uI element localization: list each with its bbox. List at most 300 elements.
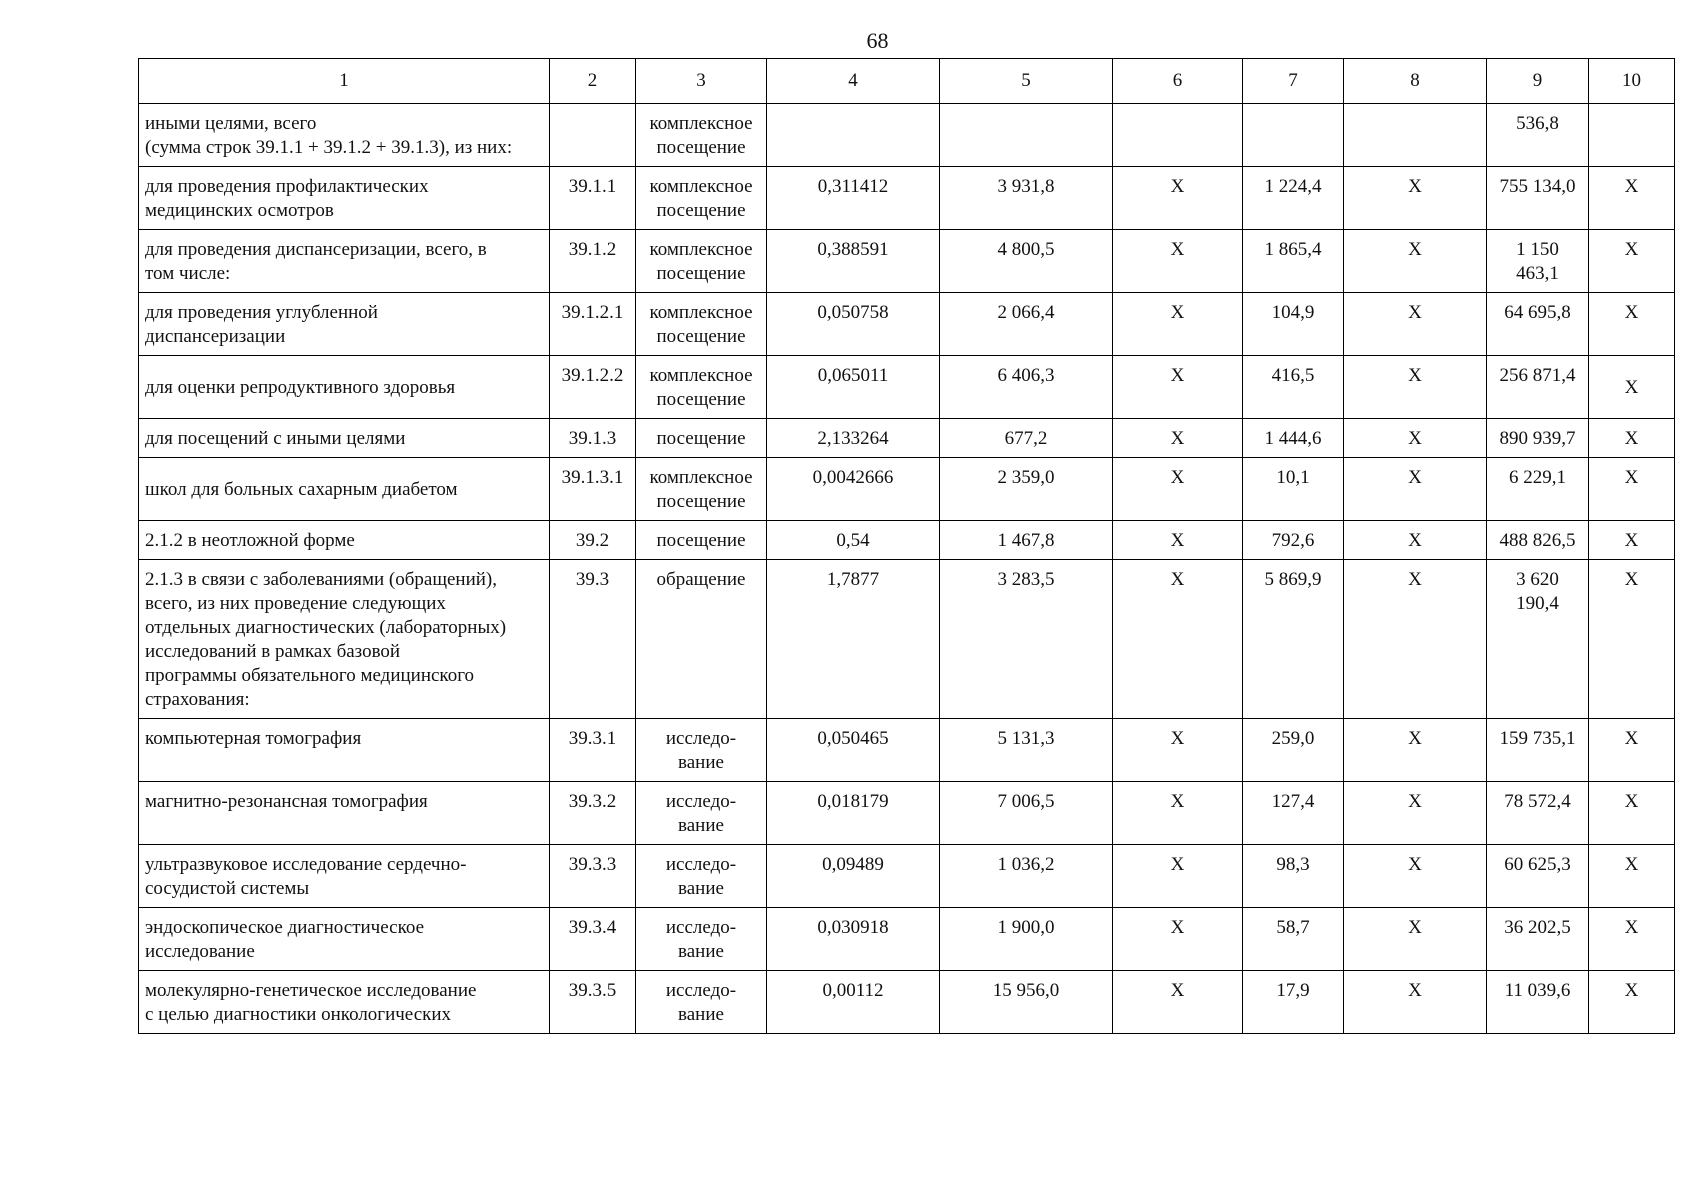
col10-cell — [1589, 356, 1675, 419]
cell-text: 0,311412 — [817, 176, 889, 197]
col10-cell — [1589, 971, 1675, 1034]
table-row — [139, 356, 1675, 419]
cell-text: для проведения углубленной диспансеризации — [145, 302, 378, 347]
cell-text: исследо- вание — [665, 728, 737, 773]
cell-text: для проведения профилактических медицинских осмотров — [145, 176, 429, 221]
cell-text: для оценки репродуктивного здоровья — [145, 377, 456, 398]
unit-cell — [636, 230, 767, 293]
cell-text: 78 572,4 — [1504, 791, 1571, 812]
cell-text: X — [1408, 239, 1422, 260]
cell-text: X — [1408, 791, 1422, 812]
cell-text: 0,0042666 — [812, 467, 894, 488]
header-cell: 3 — [636, 59, 767, 104]
col6-cell — [1113, 356, 1243, 419]
cell-text: X — [1408, 365, 1422, 386]
cell-text: 39.1.2.2 — [561, 365, 624, 386]
cell-text: X — [1170, 530, 1185, 551]
cell-text: иными целями, всего (сумма строк 39.1.1 + 39.1.2 + 39.1.3), из них: — [145, 113, 513, 158]
col4-cell — [767, 230, 940, 293]
col6-cell — [1113, 419, 1243, 458]
col9-cell — [1487, 719, 1589, 782]
cell-text: 127,4 — [1271, 791, 1315, 812]
row-code-cell — [550, 458, 636, 521]
cell-text: 0,09489 — [822, 854, 884, 875]
col5-cell — [940, 782, 1113, 845]
row-name-cell — [139, 782, 550, 845]
cell-text: 39.1.1 — [568, 176, 617, 197]
col8-cell — [1344, 560, 1487, 719]
col5-cell — [940, 845, 1113, 908]
col9-cell — [1487, 356, 1589, 419]
cell-text: X — [1408, 467, 1422, 488]
col9-cell — [1487, 167, 1589, 230]
row-name-cell — [139, 167, 550, 230]
cell-text: комплексное посещение — [649, 239, 753, 284]
col10-cell — [1589, 719, 1675, 782]
cell-text: 39.2 — [575, 530, 610, 551]
col9-cell — [1487, 782, 1589, 845]
col6-cell — [1113, 230, 1243, 293]
cell-text: X — [1408, 980, 1422, 1001]
row-name-cell — [139, 560, 550, 719]
table-row — [139, 908, 1675, 971]
cell-text: комплексное посещение — [649, 467, 753, 512]
cell-text: 104,9 — [1271, 302, 1315, 323]
col10-cell — [1589, 458, 1675, 521]
document-table — [138, 58, 1675, 1034]
cell-text: 0,030918 — [817, 917, 889, 938]
cell-text: 1 900,0 — [997, 917, 1055, 938]
cell-text: X — [1624, 728, 1639, 749]
col7-cell — [1243, 458, 1344, 521]
cell-text: 39.3.4 — [568, 917, 617, 938]
cell-text: 677,2 — [1004, 428, 1048, 449]
cell-text: 15 956,0 — [992, 980, 1060, 1001]
cell-text: X — [1624, 854, 1639, 875]
col9-cell — [1487, 971, 1589, 1034]
cell-text: X — [1624, 428, 1639, 449]
cell-text: компьютерная томография — [145, 728, 362, 749]
cell-text: комплексное посещение — [649, 176, 753, 221]
row-code-cell — [550, 908, 636, 971]
table-row — [139, 521, 1675, 560]
cell-text: 58,7 — [1276, 917, 1310, 938]
unit-cell — [636, 104, 767, 167]
col7-cell — [1243, 845, 1344, 908]
col6-cell — [1113, 719, 1243, 782]
cell-text: комплексное посещение — [649, 365, 753, 410]
cell-text: 1 865,4 — [1264, 239, 1322, 260]
cell-text: магнитно-резонансная томография — [145, 791, 428, 812]
row-code-cell — [550, 419, 636, 458]
col10-cell — [1589, 560, 1675, 719]
table-body — [139, 59, 1675, 1034]
col9-cell — [1487, 104, 1589, 167]
col5-cell — [940, 458, 1113, 521]
cell-text: исследо- вание — [665, 854, 737, 899]
col6-cell — [1113, 293, 1243, 356]
col6-cell — [1113, 521, 1243, 560]
col5-cell — [940, 908, 1113, 971]
table-row — [139, 782, 1675, 845]
cell-text: X — [1408, 917, 1422, 938]
col8-cell — [1344, 356, 1487, 419]
cell-text: 890 939,7 — [1499, 428, 1576, 449]
cell-text: X — [1408, 302, 1422, 323]
cell-text: 259,0 — [1271, 728, 1315, 749]
col7-cell — [1243, 719, 1344, 782]
header-cell: 10 — [1589, 59, 1675, 104]
table-row — [139, 845, 1675, 908]
col7-cell — [1243, 560, 1344, 719]
header-cell: 7 — [1243, 59, 1344, 104]
cell-text: посещение — [656, 530, 746, 551]
cell-text: 1,7877 — [826, 569, 880, 590]
unit-cell — [636, 719, 767, 782]
col8-cell — [1344, 458, 1487, 521]
cell-text: X — [1624, 530, 1639, 551]
cell-text: 488 826,5 — [1499, 530, 1576, 551]
cell-text: 10,1 — [1276, 467, 1310, 488]
cell-text: 0,54 — [836, 530, 870, 551]
cell-text: 416,5 — [1271, 365, 1315, 386]
col8-cell — [1344, 908, 1487, 971]
cell-text: 64 695,8 — [1504, 302, 1571, 323]
header-cell: 1 — [139, 59, 550, 104]
row-name-cell — [139, 971, 550, 1034]
row-name-cell — [139, 719, 550, 782]
cell-text: X — [1624, 569, 1639, 590]
cell-text: 1 150 463,1 — [1516, 239, 1559, 284]
cell-text: 536,8 — [1516, 113, 1559, 134]
col5-cell — [940, 230, 1113, 293]
cell-text: 256 871,4 — [1499, 365, 1576, 386]
cell-text: X — [1170, 728, 1185, 749]
col5-cell — [940, 560, 1113, 719]
header-cell: 8 — [1344, 59, 1487, 104]
cell-text: X — [1170, 467, 1185, 488]
table-row — [139, 419, 1675, 458]
cell-text: молекулярно-генетическое исследование с целью диагностики онкологических — [145, 980, 477, 1025]
cell-text: X — [1170, 791, 1185, 812]
cell-text: исследо- вание — [665, 980, 737, 1025]
col5-cell — [940, 167, 1113, 230]
cell-text: X — [1170, 854, 1185, 875]
cell-text: X — [1170, 917, 1185, 938]
table-row — [139, 719, 1675, 782]
row-code-cell — [550, 560, 636, 719]
cell-text: 39.1.2 — [568, 239, 617, 260]
table-row — [139, 167, 1675, 230]
col6-cell — [1113, 167, 1243, 230]
col10-cell — [1589, 293, 1675, 356]
col9-cell — [1487, 908, 1589, 971]
col4-cell — [767, 560, 940, 719]
cell-text: 39.1.3.1 — [561, 467, 624, 488]
row-code-cell — [550, 719, 636, 782]
header-cell: 6 — [1113, 59, 1243, 104]
cell-text: 159 735,1 — [1499, 728, 1576, 749]
cell-text: X — [1624, 467, 1639, 488]
cell-text: 6 229,1 — [1509, 467, 1566, 488]
row-name-cell — [139, 908, 550, 971]
cell-text: X — [1170, 176, 1185, 197]
col6-cell — [1113, 458, 1243, 521]
unit-cell — [636, 908, 767, 971]
table-row — [139, 458, 1675, 521]
col6-cell — [1113, 782, 1243, 845]
col10-cell — [1589, 782, 1675, 845]
cell-text: 2.1.2 в неотложной форме — [145, 530, 355, 551]
cell-text: 0,018179 — [817, 791, 889, 812]
cell-text: 39.1.3 — [568, 428, 617, 449]
col6-cell — [1113, 104, 1243, 167]
row-name-cell — [139, 458, 550, 521]
col10-cell — [1589, 230, 1675, 293]
cell-text: X — [1408, 176, 1422, 197]
col5-cell — [940, 971, 1113, 1034]
table-row — [139, 971, 1675, 1034]
col7-cell — [1243, 971, 1344, 1034]
unit-cell — [636, 419, 767, 458]
row-code-cell — [550, 521, 636, 560]
col8-cell — [1344, 230, 1487, 293]
col8-cell — [1344, 521, 1487, 560]
cell-text: X — [1408, 569, 1422, 590]
header-cell: 9 — [1487, 59, 1589, 104]
row-code-cell — [550, 293, 636, 356]
cell-text: X — [1624, 791, 1639, 812]
col6-cell — [1113, 971, 1243, 1034]
col9-cell — [1487, 521, 1589, 560]
cell-text: X — [1170, 239, 1185, 260]
cell-text: 5 869,9 — [1264, 569, 1322, 590]
cell-text: X — [1624, 239, 1639, 260]
col9-cell — [1487, 419, 1589, 458]
col7-cell — [1243, 230, 1344, 293]
unit-cell — [636, 458, 767, 521]
cell-text: 36 202,5 — [1504, 917, 1571, 938]
col8-cell — [1344, 167, 1487, 230]
unit-cell — [636, 293, 767, 356]
col4-cell — [767, 104, 940, 167]
col4-cell — [767, 971, 940, 1034]
row-name-cell — [139, 230, 550, 293]
col9-cell — [1487, 293, 1589, 356]
col7-cell — [1243, 104, 1344, 167]
cell-text: X — [1624, 377, 1639, 398]
cell-text: 755 134,0 — [1499, 176, 1576, 197]
row-name-cell — [139, 356, 550, 419]
cell-text: ультразвуковое исследование сердечно- сосудистой системы — [145, 854, 467, 899]
cell-text: 39.3.2 — [568, 791, 617, 812]
row-name-cell — [139, 521, 550, 560]
cell-text: 3 620 190,4 — [1516, 569, 1559, 614]
cell-text: исследо- вание — [665, 791, 737, 836]
col7-cell — [1243, 521, 1344, 560]
cell-text: 2 066,4 — [997, 302, 1055, 323]
row-code-cell — [550, 104, 636, 167]
row-code-cell — [550, 356, 636, 419]
cell-text: 39.3.1 — [568, 728, 617, 749]
col4-cell — [767, 167, 940, 230]
col5-cell — [940, 104, 1113, 167]
cell-text: 0,388591 — [817, 239, 889, 260]
cell-text: X — [1408, 728, 1422, 749]
cell-text: 6 406,3 — [997, 365, 1055, 386]
col8-cell — [1344, 104, 1487, 167]
col7-cell — [1243, 293, 1344, 356]
cell-text: X — [1624, 980, 1639, 1001]
cell-text: 1 224,4 — [1264, 176, 1322, 197]
col8-cell — [1344, 845, 1487, 908]
cell-text: X — [1170, 365, 1185, 386]
col8-cell — [1344, 293, 1487, 356]
unit-cell — [636, 356, 767, 419]
col7-cell — [1243, 908, 1344, 971]
cell-text: посещение — [656, 428, 746, 449]
col4-cell — [767, 521, 940, 560]
col10-cell — [1589, 845, 1675, 908]
cell-text: комплексное посещение — [649, 302, 753, 347]
col6-cell — [1113, 560, 1243, 719]
cell-text: 792,6 — [1271, 530, 1315, 551]
header-cell: 4 — [767, 59, 940, 104]
cell-text: 17,9 — [1276, 980, 1310, 1001]
cell-text: 2,133264 — [817, 428, 889, 449]
col9-cell — [1487, 845, 1589, 908]
col6-cell — [1113, 908, 1243, 971]
cell-text: X — [1170, 302, 1185, 323]
cell-text: комплексное посещение — [649, 113, 753, 158]
cell-text: X — [1408, 428, 1422, 449]
col10-cell — [1589, 167, 1675, 230]
col6-cell — [1113, 845, 1243, 908]
table-header-row — [139, 59, 1675, 104]
col4-cell — [767, 419, 940, 458]
col9-cell — [1487, 458, 1589, 521]
cell-text: 3 283,5 — [997, 569, 1055, 590]
cell-text: X — [1408, 530, 1422, 551]
col5-cell — [940, 419, 1113, 458]
cell-text: 0,050758 — [817, 302, 889, 323]
col5-cell — [940, 356, 1113, 419]
col4-cell — [767, 845, 940, 908]
cell-text: 0,050465 — [817, 728, 889, 749]
table-row — [139, 230, 1675, 293]
col8-cell — [1344, 971, 1487, 1034]
row-name-cell — [139, 293, 550, 356]
cell-text: 1 036,2 — [997, 854, 1055, 875]
cell-text: 4 800,5 — [997, 239, 1055, 260]
cell-text: X — [1170, 428, 1185, 449]
col4-cell — [767, 458, 940, 521]
cell-text: для посещений с иными целями — [145, 428, 406, 449]
table-row — [139, 104, 1675, 167]
cell-text: 7 006,5 — [997, 791, 1055, 812]
col4-cell — [767, 908, 940, 971]
cell-text: X — [1408, 854, 1422, 875]
cell-text: 98,3 — [1276, 854, 1310, 875]
col10-cell — [1589, 419, 1675, 458]
col9-cell — [1487, 560, 1589, 719]
table-row — [139, 560, 1675, 719]
col8-cell — [1344, 782, 1487, 845]
unit-cell — [636, 560, 767, 719]
col7-cell — [1243, 782, 1344, 845]
cell-text: 2.1.3 в связи с заболеваниями (обращений), всего, из них проведение следующих отдельных диагностических (лабораторных) исследований в рамках базовой программы обязательного медицинского страхования: — [145, 569, 507, 710]
col10-cell — [1589, 521, 1675, 560]
row-name-cell — [139, 845, 550, 908]
cell-text: 39.3 — [575, 569, 610, 590]
col4-cell — [767, 782, 940, 845]
col8-cell — [1344, 419, 1487, 458]
col4-cell — [767, 356, 940, 419]
cell-text: X — [1170, 569, 1185, 590]
cell-text: X — [1624, 917, 1639, 938]
cell-text: 60 625,3 — [1504, 854, 1571, 875]
cell-text: 5 131,3 — [997, 728, 1055, 749]
col10-cell — [1589, 908, 1675, 971]
cell-text: X — [1170, 980, 1185, 1001]
col7-cell — [1243, 419, 1344, 458]
col5-cell — [940, 293, 1113, 356]
cell-text: 11 039,6 — [1504, 980, 1571, 1001]
row-code-cell — [550, 230, 636, 293]
col9-cell — [1487, 230, 1589, 293]
unit-cell — [636, 167, 767, 230]
col5-cell — [940, 719, 1113, 782]
col7-cell — [1243, 167, 1344, 230]
col10-cell — [1589, 104, 1675, 167]
header-cell: 5 — [940, 59, 1113, 104]
unit-cell — [636, 845, 767, 908]
cell-text: 2 359,0 — [997, 467, 1055, 488]
cell-text: 1 444,6 — [1264, 428, 1322, 449]
unit-cell — [636, 521, 767, 560]
cell-text: X — [1624, 302, 1639, 323]
unit-cell — [636, 782, 767, 845]
col5-cell — [940, 521, 1113, 560]
cell-text: 39.1.2.1 — [561, 302, 624, 323]
cell-text: 39.3.3 — [568, 854, 617, 875]
cell-text: X — [1624, 176, 1639, 197]
row-code-cell — [550, 167, 636, 230]
row-code-cell — [550, 971, 636, 1034]
cell-text: обращение — [656, 569, 746, 590]
cell-text: исследо- вание — [665, 917, 737, 962]
col7-cell — [1243, 356, 1344, 419]
cell-text: школ для больных сахарным диабетом — [145, 479, 458, 500]
cell-text: 39.3.5 — [568, 980, 617, 1001]
col8-cell — [1344, 719, 1487, 782]
unit-cell — [636, 971, 767, 1034]
cell-text: 1 467,8 — [997, 530, 1055, 551]
row-code-cell — [550, 782, 636, 845]
page-number: 68 — [866, 28, 889, 53]
cell-text: 0,065011 — [817, 365, 889, 386]
cell-text: 0,00112 — [822, 980, 884, 1001]
cell-text: эндоскопическое диагностическое исследование — [145, 917, 425, 962]
row-code-cell — [550, 845, 636, 908]
col4-cell — [767, 719, 940, 782]
col4-cell — [767, 293, 940, 356]
row-name-cell — [139, 419, 550, 458]
cell-text: для проведения диспансеризации, всего, в том числе: — [145, 239, 487, 284]
row-name-cell — [139, 104, 550, 167]
table-row — [139, 293, 1675, 356]
header-cell: 2 — [550, 59, 636, 104]
